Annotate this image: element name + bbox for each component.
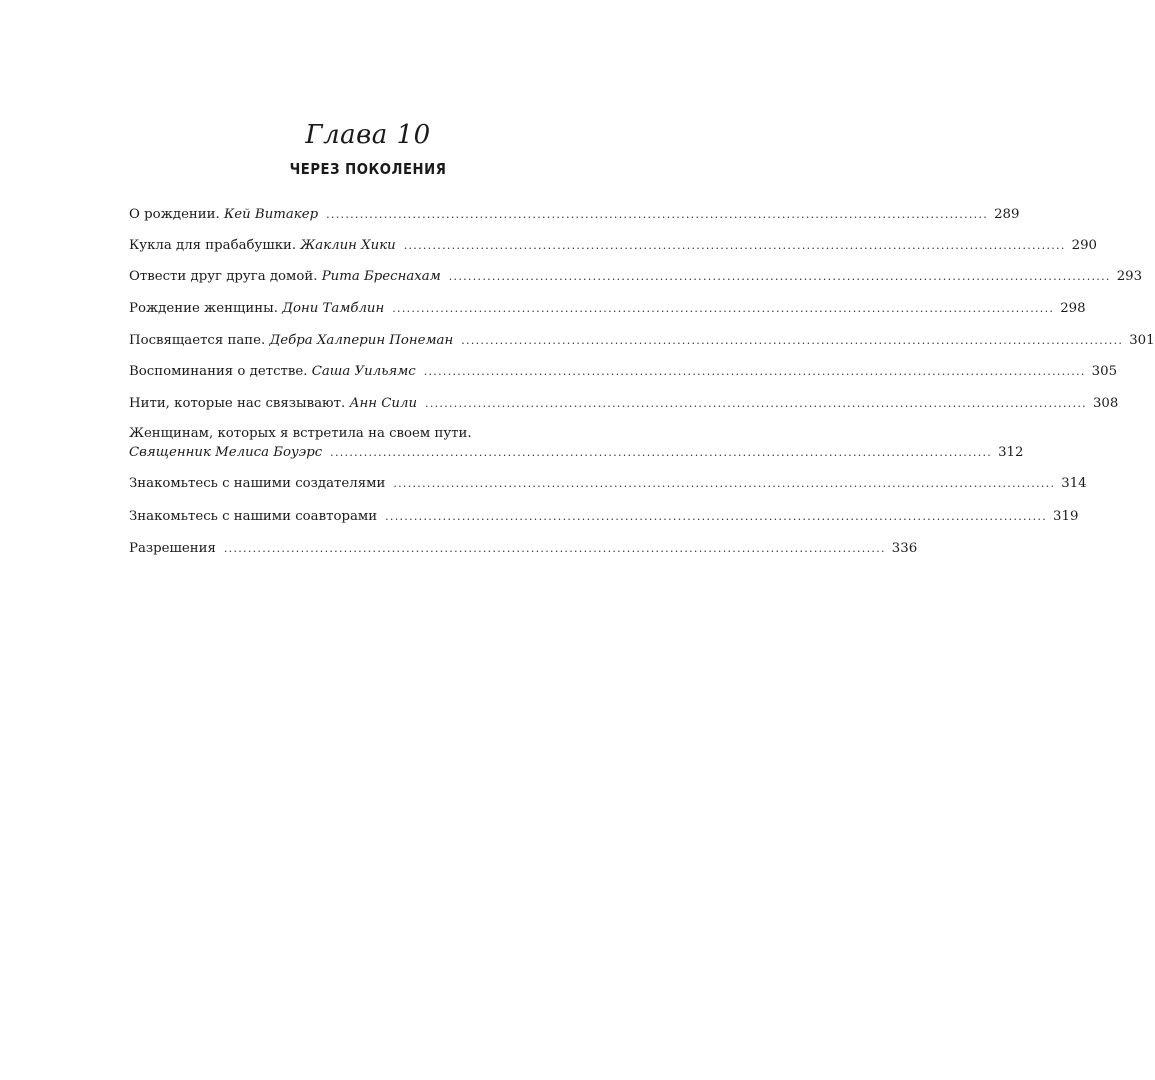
dot-leader: .......................................................................................................................................... [392,302,1055,315]
toc-entry-author: Дебра Халперин Понеман [269,333,454,348]
toc-entry-page: 290 [1071,238,1098,253]
dot-leader: .......................................................................................................................................... [448,270,1111,283]
toc-entry [129,362,1118,381]
toc-entry [129,236,1098,255]
toc-entry [129,267,1143,286]
toc-entry-page: 319 [1053,509,1079,524]
dot-leader: .......................................................................................................................................... [423,365,1086,378]
toc-entry-author: Жаклин Хики [300,238,396,253]
chapter-title: Глава 10 [305,120,431,150]
toc-entry-title: Кукла для прабабушки. [129,238,297,253]
toc-entry-author: Кей Витакер [223,207,319,222]
toc-entry-page: 305 [1091,364,1118,379]
toc-entry-title: О рождении. [129,207,220,222]
toc-entry-author: Рита Бреснахам [321,269,441,284]
toc-entry-page: 293 [1116,269,1143,284]
toc-entry [129,205,1020,224]
toc-entry-page: 301 [1129,333,1155,348]
toc-entry-page: 298 [1060,301,1086,316]
toc-entry-page: 314 [1061,476,1087,491]
toc-entry-author: Саша Уильямс [311,364,416,379]
dot-leader: .......................................................................................................................................... [461,334,1124,347]
dot-leader: .......................................................................................................................................... [223,542,886,555]
toc-entry-page: 308 [1092,396,1119,411]
toc-entry-title: Отвести друг друга домой. [129,269,318,284]
dot-leader: .......................................................................................................................................... [393,477,1056,490]
toc-entry-page: 312 [998,445,1024,460]
toc-entry [129,299,1086,318]
toc-entry-page: 336 [891,541,918,556]
toc-entry [129,331,1155,350]
dot-leader: .......................................................................................................................................... [425,397,1087,410]
toc-entry-title: Посвящается папе. [129,333,266,348]
toc-entry-title: Знакомьтесь с нашими соавторами [129,509,378,524]
toc-entry-title: Воспоминания о детстве. [129,364,308,379]
chapter-subtitle: ЧЕРЕЗ ПОКОЛЕНИЯ [289,160,447,178]
toc-entry [129,474,1087,493]
toc-entry-title: Нити, которые нас связывают. [129,396,346,411]
toc-entry-page: 289 [994,207,1020,222]
toc-entry-title: Женщинам, которых я встретила на своем пути. [129,426,472,441]
toc-entry [129,539,918,558]
toc-entry [129,424,1024,462]
toc-entry [129,507,1079,526]
dot-leader: .......................................................................................................................................... [326,208,989,221]
toc-entry [129,394,1119,413]
toc-entry-author: Священник Мелиса Боуэрс [129,445,323,460]
toc-entry-author: Анн Сили [349,396,418,411]
dot-leader: .......................................................................................................................................... [385,510,1048,523]
dot-leader: .......................................................................................................................................... [403,239,1066,252]
toc-entry-title: Разрешения [129,541,216,556]
toc-entry-title: Рождение женщины. [129,301,278,316]
toc-entry-author: Дони Тамблин [282,301,385,316]
dot-leader: .......................................................................................................................................... [330,446,993,459]
toc-entry-title: Знакомьтесь с нашими создателями [129,476,386,491]
